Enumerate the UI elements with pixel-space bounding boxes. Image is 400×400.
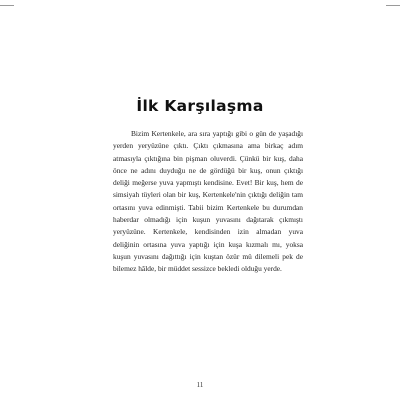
chapter-title: İlk Karşılaşma bbox=[136, 97, 264, 115]
body-paragraph: Bizim Kertenkele, ara sıra yaptığı gibi o gün de yaşadığı yerden yeryüzüne çıktı. Çıktı çıkmasına ama birkaç adım atmasıyla çıktığına bin pişman oluverdi. Çünkü bir kuş, daha önce ne adını duyduğu ne de gördüğü bir kuş, onun çıktığı deliği meğerse yuva yapmıştı kendisine. Evet! Bir kuş, hem de simsiyah tüyleri olan bir kuş, Kertenkele'nin çıktığı deliğin tam ortasını yuva edinmişti. Tabii bizim Kertenkele bu durumdan haberdar olmadığı için kuşun yuvasını dağıtarak çıkmıştı yeryüzüne. Kertenkele, kendisinden izin almadan yuva deliğinin ortasına yuva yaptığı için kuşa kızmalı mı, yoksa kuşun yuvasını dağıttığı için kuştan özür mü dilemeli pek de bilemez hâlde, bir müddet sessizce bekledi olduğu yerde. bbox=[113, 129, 303, 274]
page-number: 11 bbox=[196, 381, 204, 389]
